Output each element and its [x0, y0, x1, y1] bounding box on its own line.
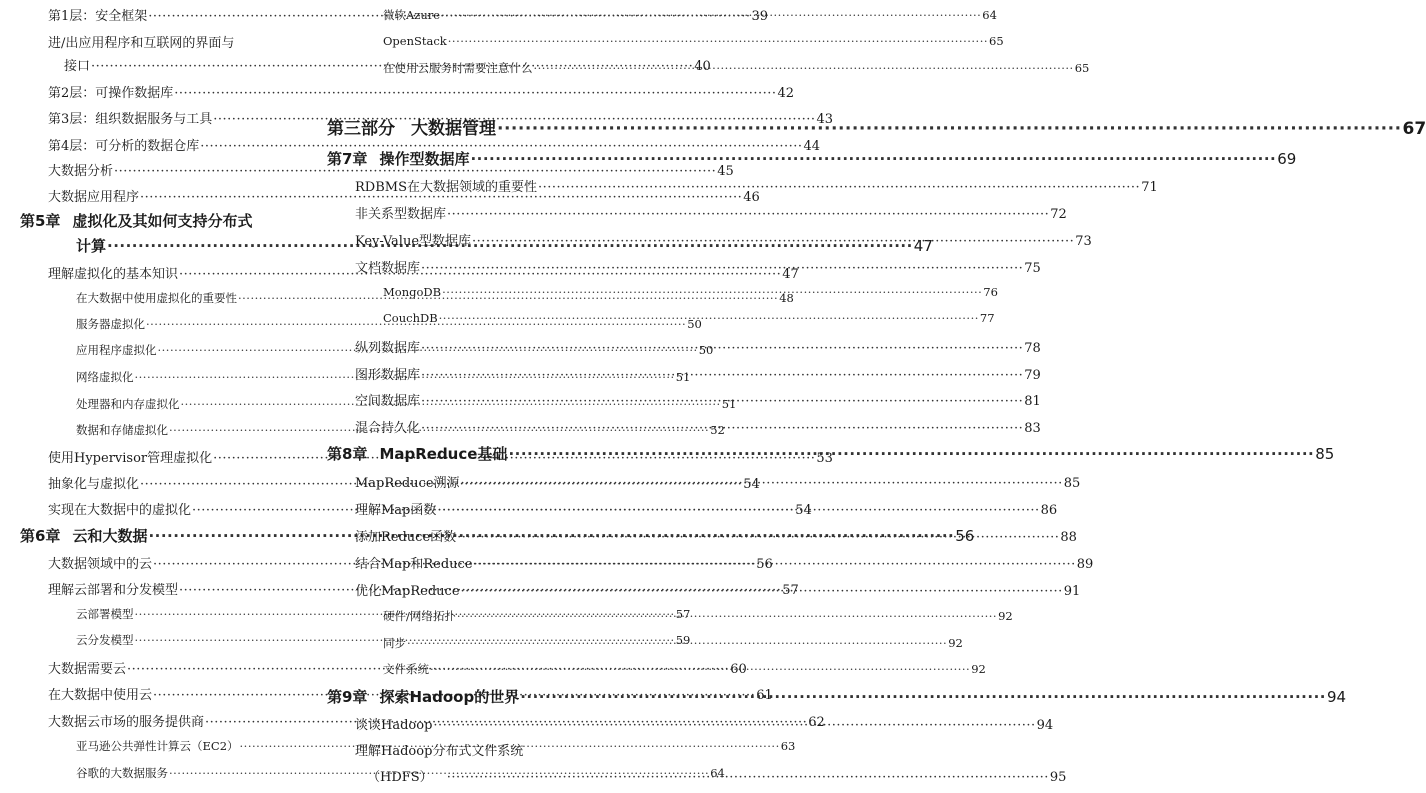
toc-page-number: 64	[982, 8, 997, 22]
dot-leader	[520, 688, 1326, 706]
toc-page-number: 71	[1141, 180, 1158, 195]
toc-entry-title: 云分发模型	[76, 633, 134, 647]
dot-leader	[497, 119, 1402, 139]
dot-leader	[474, 557, 1076, 572]
dot-leader	[421, 341, 1023, 356]
toc-page-number: 92	[998, 609, 1013, 623]
dot-leader	[447, 207, 1049, 222]
toc-page-number: 48	[779, 291, 794, 305]
toc-entry-title: RDBMS在大数据领域的重要性	[355, 180, 537, 195]
dot-leader	[457, 609, 997, 623]
toc-entry-title: 文档数据库	[355, 261, 421, 276]
toc-entry-title: 图形数据库	[355, 368, 421, 383]
toc-entry-title: 网络虚拟化	[76, 370, 134, 384]
toc-page-number: 40	[694, 59, 711, 74]
toc-page-number: 64	[710, 766, 725, 780]
chapter-number: 第9章	[327, 688, 368, 706]
dot-leader	[433, 718, 1035, 733]
toc-page-number: 53	[816, 451, 833, 466]
dot-leader	[441, 8, 981, 22]
toc-page-number: 39	[751, 9, 769, 24]
toc-page-number: 75	[1024, 261, 1041, 276]
toc-entry-title[interactable]: 理解Hadoop分布式文件系统	[355, 744, 524, 759]
toc-page-number: 56	[756, 557, 773, 572]
toc-entry-title: 实现在大数据中的虚拟化	[48, 503, 192, 518]
toc-entry-title: 应用程序虚拟化	[76, 343, 157, 357]
part-title: 大数据管理	[411, 119, 496, 139]
toc-entry-title: 同步	[383, 636, 406, 650]
toc-page-number: 57	[782, 583, 799, 598]
toc-page-number: 61	[756, 688, 773, 703]
toc-entry[interactable]	[383, 34, 1004, 48]
dot-leader	[407, 636, 947, 650]
dot-leader	[439, 311, 979, 325]
chapter-number: 第5章	[20, 212, 61, 230]
toc-entry-title: 文件系统	[383, 662, 429, 676]
toc-entry-title: 纵列数据库	[355, 341, 421, 356]
toc-page-number: 51	[721, 397, 737, 411]
toc-page-number: 73	[1075, 234, 1092, 249]
toc-entry[interactable]	[48, 135, 821, 154]
toc-page-number: 81	[1024, 394, 1041, 409]
toc-entry[interactable]	[48, 160, 734, 179]
dot-leader	[437, 503, 1039, 518]
toc-entry-title: 在使用云服务时需要注意什么	[383, 61, 533, 75]
toc-page-number: 44	[803, 139, 821, 154]
chapter-title: 操作型数据库	[379, 150, 470, 168]
toc-entry-title: 优化MapReduce	[355, 584, 460, 599]
toc-entry-title: CouchDB	[383, 311, 438, 325]
toc-entry-title: 在大数据中使用云	[48, 688, 153, 703]
dot-leader	[534, 61, 1074, 75]
dot-leader	[472, 234, 1074, 249]
toc-entry-title: 添加Reduce函数	[355, 530, 457, 545]
toc-page-number: 52	[710, 423, 725, 437]
toc-page-number: 59	[675, 633, 691, 647]
toc-page-number: 46	[743, 190, 760, 205]
toc-entry-title[interactable]: 进/出应用程序和互联网的界面与	[48, 36, 235, 51]
toc-entry-title: 非关系型数据库	[355, 207, 447, 222]
toc-page-number: 65	[989, 34, 1004, 48]
toc-page-number: 85	[1063, 476, 1081, 491]
dot-leader	[457, 530, 1059, 545]
toc-entry-title: 亚马逊公共弹性计算云（EC2）	[76, 739, 239, 753]
toc-entry-title: 使用Hypervisor管理虚拟化	[48, 451, 213, 466]
toc-entry-title: 硬件/网络拓扑	[383, 609, 456, 623]
toc-entry-title: 大数据分析	[48, 164, 114, 179]
dot-leader	[174, 86, 776, 101]
toc-entry[interactable]	[355, 176, 1158, 195]
dot-leader	[421, 421, 1023, 436]
toc-page-number: 88	[1060, 530, 1077, 545]
toc-page-number: 54	[743, 477, 760, 492]
toc-entry-title: 第3层：组织数据服务与工具	[48, 112, 213, 127]
toc-entry-title: 数据和存储虚拟化	[76, 423, 168, 437]
dot-leader	[430, 662, 970, 676]
toc-page-number: 50	[687, 317, 702, 331]
toc-entry-title: 大数据领域中的云	[48, 557, 153, 572]
toc-entry-title: 空间数据库	[355, 394, 421, 409]
toc-page-number: 77	[979, 311, 995, 325]
chapter-title-continued: 计算	[76, 237, 107, 255]
toc-page-number: 85	[1315, 445, 1335, 463]
toc-page-number: 94	[1326, 688, 1347, 706]
toc-entry-title: 混合持久化	[355, 421, 421, 436]
toc-entry-title: 大数据应用程序	[48, 190, 140, 205]
dot-leader	[538, 180, 1140, 195]
toc-page-number: 95	[1049, 770, 1067, 785]
toc-entry-title: 云部署模型	[76, 607, 134, 621]
toc-entry[interactable]	[327, 148, 1297, 169]
toc-entry-title: 理解Map函数	[355, 503, 437, 518]
toc-entry-title: 第1层：安全框架	[48, 9, 148, 24]
toc-entry-title: 微软Azure	[383, 8, 441, 22]
toc-entry-title: Key-Value型数据库	[355, 234, 472, 249]
toc-entry-title: 大数据需要云	[48, 662, 127, 677]
chapter-number: 第6章	[20, 527, 61, 545]
toc-entry-title: 处理器和内存虚拟化	[76, 397, 180, 411]
toc-page-number: 92	[948, 636, 963, 650]
dot-leader	[508, 445, 1314, 463]
toc-entry-title: 结合Map和Reduce	[355, 557, 473, 572]
toc-page-number: 76	[983, 285, 998, 299]
toc-page-number: 79	[1024, 368, 1041, 383]
dot-leader	[421, 261, 1023, 276]
toc-entry-title-continued: （HDFS）	[367, 770, 433, 785]
toc-page-number: 89	[1076, 557, 1094, 572]
toc-page-number: 51	[675, 370, 691, 384]
dot-leader	[470, 150, 1276, 168]
toc-page-number: 83	[1024, 421, 1041, 436]
toc-page-number: 47	[913, 237, 933, 255]
toc-page-number: 72	[1050, 207, 1067, 222]
part-number: 第三部分	[327, 119, 395, 139]
toc-page-number: 54	[795, 503, 812, 518]
toc-entry[interactable]	[48, 108, 834, 127]
dot-leader	[448, 34, 988, 48]
toc-entry-title: MongoDB	[383, 285, 442, 299]
toc-entry-title: 大数据云市场的服务提供商	[48, 715, 205, 730]
toc-page-number: 94	[1036, 718, 1054, 733]
toc-entry-title: 抽象化与虚拟化	[48, 477, 140, 492]
toc-page-number: 86	[1040, 503, 1058, 518]
toc-page-number: 62	[808, 715, 825, 730]
dot-leader	[421, 394, 1023, 409]
toc-entry-title: 理解虚拟化的基本知识	[48, 267, 179, 282]
toc-page-number: 92	[971, 662, 986, 676]
toc-page-number: 45	[717, 164, 734, 179]
toc-entry-title: OpenStack	[383, 34, 447, 48]
chapter-title: 虚拟化及其如何支持分布式	[72, 212, 253, 230]
toc-page-number: 57	[675, 607, 691, 621]
toc-page-number: 69	[1277, 150, 1297, 168]
toc-entry-title: 第4层：可分析的数据仓库	[48, 139, 200, 154]
chapter-title: 探索Hadoop的世界	[379, 688, 520, 706]
toc-entry-title: 第2层：可操作数据库	[48, 86, 174, 101]
toc-page-number: 63	[780, 739, 796, 753]
toc-entry-title-continued: 接口	[64, 59, 91, 74]
toc-page-number: 50	[698, 343, 714, 357]
toc-page-number: 91	[1063, 584, 1081, 599]
toc-entry-title: MapReduce溯源	[355, 476, 460, 491]
toc-page-number: 56	[955, 527, 975, 545]
chapter-number: 第7章	[327, 150, 368, 168]
dot-leader	[447, 770, 1049, 785]
dot-leader	[421, 368, 1023, 383]
toc-page-number: 65	[1074, 61, 1090, 75]
chapter-number: 第8章	[327, 445, 368, 463]
toc-entry[interactable]	[48, 82, 795, 101]
toc-entry-title: 服务器虚拟化	[76, 317, 145, 331]
toc-entry-title: 谷歌的大数据服务	[76, 766, 168, 780]
toc-page-number: 60	[730, 662, 747, 677]
toc-page-number: 78	[1024, 341, 1041, 356]
toc-entry-title: 谈谈Hadoop	[355, 718, 433, 733]
dot-leader	[461, 476, 1063, 491]
toc-page-number: 67	[1402, 119, 1426, 139]
toc-page-number: 42	[777, 86, 795, 101]
chapter-title: 云和大数据	[72, 527, 148, 545]
toc-page-number: 43	[816, 112, 834, 127]
toc-entry-title: 在大数据中使用虚拟化的重要性	[76, 291, 237, 305]
toc-entry[interactable]	[355, 203, 1067, 222]
dot-leader	[461, 584, 1063, 599]
dot-leader	[442, 285, 982, 299]
chapter-heading[interactable]	[20, 210, 252, 231]
toc-page-number: 47	[782, 267, 799, 282]
toc-entry-title: 理解云部署和分发模型	[48, 583, 179, 598]
chapter-title: MapReduce基础	[379, 445, 508, 463]
